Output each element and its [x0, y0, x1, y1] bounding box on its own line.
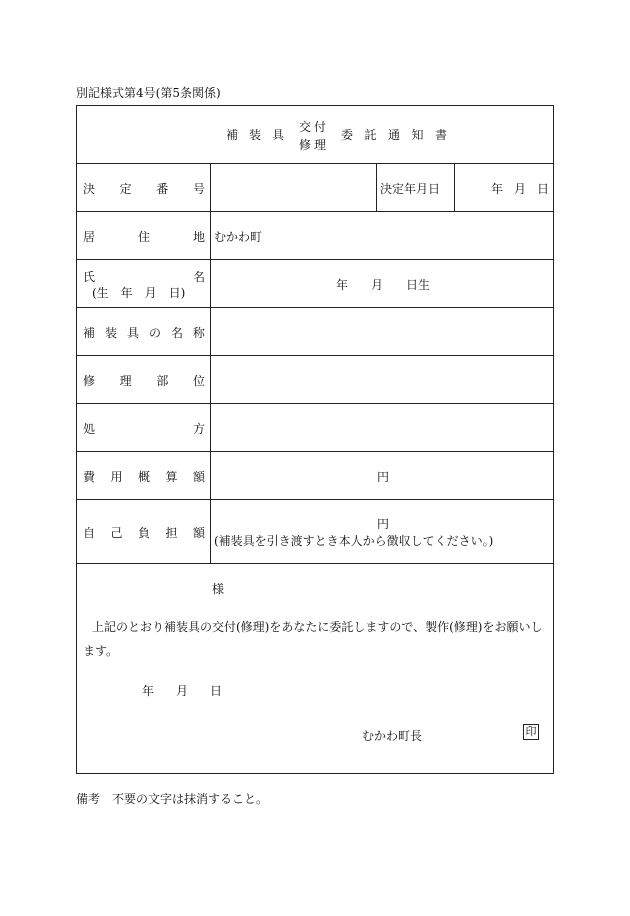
title-suffix: 委 託 通 知 書: [341, 128, 447, 142]
rule: [76, 163, 554, 164]
residence-value[interactable]: むかわ町: [214, 230, 263, 244]
label-estimated-cost: 費 用 概 算 額: [83, 470, 205, 484]
column-divider: [454, 163, 455, 211]
rule: [76, 451, 554, 452]
self-pay-note: (補装具を引き渡すとき本人から徴収してください。): [214, 534, 494, 548]
form-number-label: 別記様式第4号(第5条関係): [76, 86, 221, 100]
rule: [76, 403, 554, 404]
label-name: 氏 名: [83, 270, 205, 284]
label-decision-date: 決定年月日: [380, 182, 441, 196]
estimated-cost-unit: 円: [377, 470, 390, 484]
label-birthdate: (生 年 月 日): [92, 286, 186, 300]
label-decision-number: 決 定 番 号: [83, 182, 205, 196]
rule: [76, 563, 554, 564]
rule: [76, 499, 554, 500]
label-residence: 居 住 地: [83, 230, 205, 244]
rule: [76, 307, 554, 308]
column-divider: [210, 163, 211, 563]
letter-body-line1: 上記のとおり補装具の交付(修理)をあなたに委託しますので、製作(修理)をお願いし: [92, 620, 543, 634]
label-device-name: 補 装 具 の 名 称: [83, 326, 205, 340]
form-frame: [76, 105, 554, 774]
official-seal-mark: 印: [523, 724, 539, 740]
letter-body-line2: ます。: [83, 644, 119, 658]
letter-date[interactable]: 年 月 日: [142, 684, 222, 698]
label-repair-part: 修 理 部 位: [83, 374, 205, 388]
salutation-sama: 様: [212, 582, 225, 596]
rule: [76, 211, 554, 212]
label-prescription: 処 方: [83, 422, 205, 436]
signer-mukawa-mayor: むかわ町長: [362, 729, 423, 743]
label-self-pay: 自 己 負 担 額: [83, 526, 205, 540]
rule: [76, 259, 554, 260]
title-option-issue: 交付: [299, 120, 330, 134]
title-option-repair: 修理: [299, 138, 330, 152]
rule: [76, 355, 554, 356]
title-prefix: 補 装 具: [226, 128, 284, 142]
remarks-note: 備考 不要の文字は抹消すること。: [76, 792, 269, 806]
column-divider: [376, 163, 377, 211]
self-pay-unit: 円: [377, 517, 390, 531]
decision-date-value[interactable]: 年 月 日: [491, 182, 549, 196]
birthdate-value[interactable]: 年 月 日生: [336, 278, 430, 292]
